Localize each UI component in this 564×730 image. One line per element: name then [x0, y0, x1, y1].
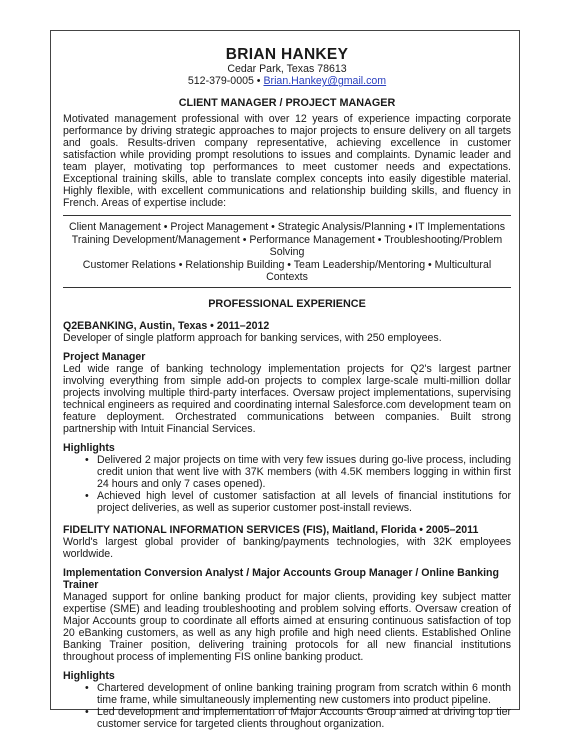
highlights-list — [85, 682, 511, 730]
highlights-heading: Highlights — [63, 441, 115, 454]
target-title: CLIENT MANAGER / PROJECT MANAGER — [178, 97, 396, 109]
highlights-heading: Highlights — [63, 669, 115, 682]
highlight-item: • Chartered development of online banking training program from scratch within 6 month time frame, while simultaneously implementing new customers into product pipeline. — [85, 682, 511, 706]
expertise-list — [63, 216, 511, 287]
resume-page — [50, 30, 520, 730]
expertise-line: Client Management • Project Management • Strategic Analysis/Planning • IT Implementations — [68, 221, 506, 233]
summary-paragraph: Motivated management professional with over 12 years of experience impacting corporate performance by driving strategic approaches to major projects to ensure delivery on all targets and goals. Results-driven company representative, achieving excellence in customer satisfaction while providing prompt resolutions to issues and complaints. Dynamic leader and team player, motivating top performances to meet customer needs and expectations. Exceptional training skills, able to translate complex concepts into easily digestible material. Highly flexible, with excellent communications and relationship building skills, and fluency in French. Areas of expertise include: — [63, 113, 511, 209]
highlight-item: • Achieved high level of customer satisfaction at all levels of financial institutions for project deliveries, as well as superior customer post-install reviews. — [85, 490, 511, 514]
company-heading: Q2EBANKING, Austin, Texas • 2011–2012 — [63, 319, 270, 332]
email-link[interactable]: Brian.Hankey@gmail.com — [263, 75, 387, 87]
highlight-item: • Delivered 2 major projects on time with very few issues during go-live process, including credit union that went live with 37K members (with 4.5K members logging in within first 24 hours and only 7 cases opened). — [85, 454, 511, 490]
highlight-item: • Led development and implementation of Major Accounts Group aimed at driving top tier customer service for targeted clients throughout organization. — [85, 706, 511, 730]
contact-line — [63, 75, 511, 87]
role-description: Led wide range of banking technology implementation projects for Q2's largest partner involving everything from simple add-on projects to complex large-scale multi-million dollar projects involving multiple third-party interfaces. Oversaw project implementations, supervising technical engineers as required and coordinating internal Salesforce.com development team on feature deployment. Orchestrated communications between companies. Built strong partnership with Intuit Financial Services. — [63, 362, 511, 435]
role-description: Managed support for online banking product for major clients, providing key subject matter expertise (SME) and leading troubleshooting and problem solving efforts. Oversaw creation of Major Accounts group to coordinate all efforts aimed at ensuring continuous satisfaction of top 20 eBanking customers, as well as any high profile and high need clients. Established Online Banking Trainer position, delivering training protocols for all new financial institutions throughout process of implementing FIS online banking product. — [63, 590, 511, 663]
company-heading: FIDELITY NATIONAL INFORMATION SERVICES (FIS), Maitland, Florida • 2005–2011 — [63, 523, 479, 536]
company-description: Developer of single platform approach for banking services, with 250 employees. — [63, 331, 442, 344]
candidate-name: BRIAN HANKEY — [225, 46, 349, 63]
experience-section-title: PROFESSIONAL EXPERIENCE — [208, 297, 366, 310]
highlights-list — [85, 454, 511, 514]
resume-content — [63, 46, 511, 730]
company-description: World's largest global provider of banking/payments technologies, with 32K employees worldwide. — [63, 535, 511, 560]
job-role: Implementation Conversion Analyst / Major Accounts Group Manager / Online Banking Trainer — [63, 566, 499, 591]
location: Cedar Park, Texas 78613 — [227, 63, 347, 75]
divider-bottom — [63, 287, 511, 288]
job-role: Project Manager — [63, 350, 146, 363]
expertise-line: Training Development/Management • Performance Management • Troubleshooting/Problem Solving — [71, 233, 503, 258]
phone: 512-379-0005 • — [187, 75, 261, 87]
expertise-line: Customer Relations • Relationship Building • Team Leadership/Mentoring • Multicultural Contexts — [82, 258, 492, 283]
